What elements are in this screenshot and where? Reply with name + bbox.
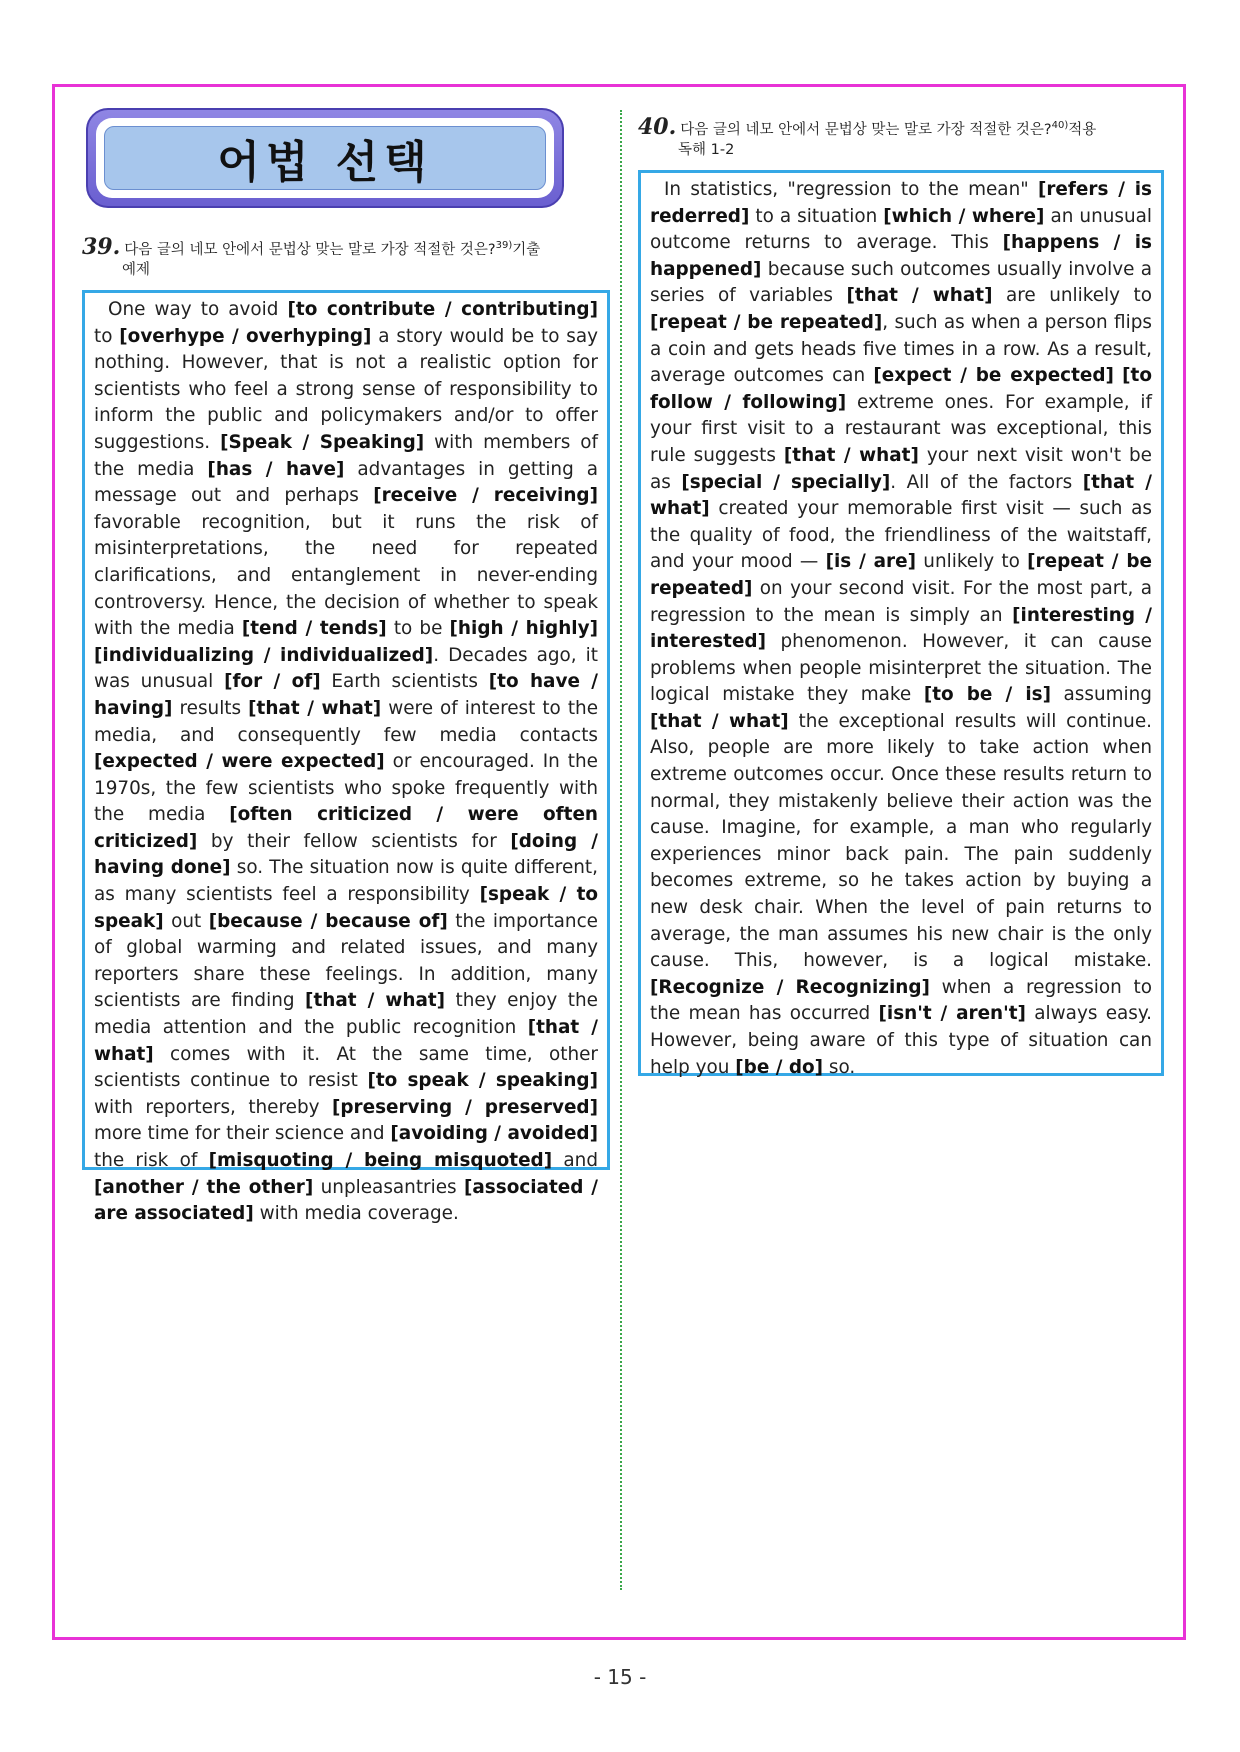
passage-text: phenomenon. However, it can cause problems when people misinterpret the situation. The logical mistake they make	[650, 631, 1152, 706]
grammar-choice: [tend / tends]	[241, 618, 387, 640]
grammar-choice: [isn't / aren't]	[878, 1003, 1026, 1025]
passage-text: they enjoy the media attention and the public recognition	[94, 990, 598, 1039]
passage-text	[1114, 365, 1122, 386]
passage-text: In statistics, "regression to the mean"	[664, 179, 1038, 200]
grammar-choice: [preserving / preserved]	[331, 1096, 598, 1118]
grammar-choice: [that / what]	[650, 710, 789, 732]
passage-text: a story would be to say nothing. However, that is not a realistic option for scientists who feel a strong sense of responsibility to inform the public and policymakers and/or to offer suggestions.	[94, 325, 598, 453]
passage-text: with reporters, thereby	[94, 1096, 332, 1118]
grammar-choice: [speak / to speak]	[94, 884, 599, 932]
passage-text: . All of the factors	[890, 471, 1083, 493]
passage-text: One way to avoid	[108, 299, 288, 320]
grammar-choice: [that / what]	[248, 697, 382, 719]
question-40-source: 적용	[1068, 121, 1097, 138]
passage-text: so.	[823, 1056, 856, 1078]
passage-text: always easy. However, being aware of this type of situation can help you	[650, 1003, 1152, 1078]
question-39-header	[82, 233, 608, 280]
grammar-choice: [associated / are associated]	[94, 1176, 599, 1225]
passage-text: , such as when a person flips a coin and gets heads five times in a row. As a result, average outcomes can	[650, 311, 1152, 387]
grammar-choice: [interesting / interested]	[650, 604, 1153, 653]
question-39-number: 39.	[82, 233, 121, 260]
grammar-choice: [doing / having done]	[94, 830, 598, 879]
grammar-choice: [because / because of]	[208, 910, 448, 932]
passage-text: assuming	[1050, 684, 1152, 706]
question-39-passage	[82, 290, 610, 1225]
section-title: 어법 선택	[217, 137, 433, 188]
passage-text: an unusual outcome returns to average. This	[650, 205, 1152, 254]
grammar-choice: [avoiding / avoided]	[390, 1123, 598, 1145]
question-40-prompt: 다음 글의 네모 안에서 문법상 맞는 말로 가장 적절한 것은?	[680, 121, 1052, 138]
question-40-footnote: 40)	[1051, 120, 1069, 131]
passage-text: extreme ones. For example, if your first visit to a restaurant was exceptional, this rule suggests	[650, 391, 1152, 466]
question-40-passage	[638, 170, 1164, 1076]
grammar-choice: [special / specially]	[681, 471, 891, 493]
grammar-choice: [that / what]	[94, 1017, 598, 1065]
grammar-choice: [that / what]	[783, 444, 919, 466]
passage-text: advantages in getting a message out and perhaps	[94, 458, 598, 507]
grammar-choice: [refers / is rederred]	[650, 179, 1152, 227]
grammar-choice: [for / of]	[224, 671, 321, 693]
grammar-choice: [is / are]	[825, 551, 916, 573]
page-number: - 15 -	[593, 1665, 647, 1689]
grammar-choice: [be / do]	[735, 1056, 824, 1078]
question-39-source: 기출	[512, 241, 541, 258]
passage-text: or encouraged. In the 1970s, the few scientists who spoke frequently with the media	[94, 751, 598, 826]
section-title-badge	[86, 108, 564, 208]
passage-text: on your second visit. For the most part, a regression to the mean is simply an	[650, 577, 1152, 626]
grammar-choice: [high / highly]	[449, 618, 599, 640]
column-divider	[620, 110, 622, 1590]
grammar-choice: [to have / having]	[94, 671, 598, 719]
grammar-choice: [happens / is happened]	[650, 232, 1152, 280]
grammar-choice: [to speak / speaking]	[367, 1070, 599, 1092]
question-40-source-line2: 독해 1-2	[678, 141, 735, 158]
grammar-choice: [to contribute / contributing]	[287, 299, 598, 320]
grammar-choice: [that / what]	[846, 285, 993, 307]
grammar-choice: [expect / be expected]	[873, 365, 1114, 387]
question-40-header	[638, 113, 1164, 160]
grammar-choice: [individualizing / individualized]	[94, 644, 434, 666]
passage-text: the risk of	[94, 1150, 209, 1171]
passage-text: because such outcomes usually involve a series of variables	[650, 258, 1152, 307]
passage-text: created your memorable first visit — such as the quality of food, the friendliness of the waitstaff, and your mood —	[650, 498, 1152, 573]
grammar-choice: [another / the other]	[94, 1176, 314, 1198]
grammar-choice: [repeat / be repeated]	[650, 311, 883, 333]
grammar-choice: [that / what]	[650, 471, 1152, 520]
passage-text: by their fellow scientists for	[197, 830, 511, 852]
grammar-choice: [Speak / Speaking]	[220, 431, 425, 453]
grammar-choice: [to be / is]	[923, 684, 1051, 706]
grammar-choice: [misquoting / being misquoted]	[208, 1150, 553, 1171]
question-39-prompt: 다음 글의 네모 안에서 문법상 맞는 말로 가장 적절한 것은?	[124, 241, 496, 258]
passage-text: favorable recognition, but it runs the risk of misinterpretations, the need for repeated clarifications, and entanglement in never-ending controversy. Hence, the decision of whether to speak with the media	[94, 511, 598, 640]
passage-text: unlikely to	[916, 551, 1028, 573]
passage-text: with media coverage.	[253, 1203, 459, 1225]
grammar-choice: [which / where]	[883, 205, 1045, 227]
passage-text: so. The situation now is quite different, as many scientists feel a responsibility	[94, 857, 598, 906]
passage-text: comes with it. At the same time, other scientists continue to resist	[94, 1043, 598, 1092]
grammar-choice: [overhype / overhyping]	[119, 325, 372, 347]
grammar-choice: [to follow / following]	[650, 365, 1152, 413]
passage-text: when a regression to the mean has occurred	[650, 976, 1152, 1025]
passage-text: Earth scientists	[320, 671, 489, 693]
grammar-choice: [receive / receiving]	[373, 485, 598, 507]
passage-text: results	[172, 697, 249, 719]
passage-text: unpleasantries	[313, 1176, 464, 1198]
passage-text: the importance of global warming and related issues, and many reporters share these feelings. In addition, many scientists are finding	[94, 910, 599, 1012]
passage-text: were of interest to the media, and consequently few media contacts	[94, 697, 599, 746]
grammar-choice: [repeat / be repeated]	[650, 551, 1152, 599]
grammar-choice: [often criticized / were often criticized]	[94, 804, 599, 852]
passage-text: out	[163, 910, 209, 932]
passage-text: your next visit won't be as	[650, 444, 1152, 493]
passage-text: to be	[386, 618, 450, 640]
question-40-number: 40.	[638, 113, 677, 140]
passage-text: more time for their science and	[94, 1123, 391, 1145]
passage-text: to a situation	[749, 205, 884, 227]
grammar-choice: [has / have]	[207, 458, 345, 480]
passage-text: are unlikely to	[992, 285, 1153, 307]
passage-text: and	[552, 1150, 598, 1171]
grammar-choice: [that / what]	[305, 990, 446, 1012]
grammar-choice: [Recognize / Recognizing]	[650, 976, 930, 998]
grammar-choice: [expected / were expected]	[94, 751, 385, 773]
passage-text: . Decades ago, it was unusual	[94, 644, 598, 693]
passage-text: the exceptional results will continue. Also, people are more likely to take action when extreme outcomes occur. Once these results return to normal, they mistakenly believe their action was the cause. Imagine, for example, a man who regularly experiences minor back pain. The pain suddenly becomes extreme, so he takes action by buying a new desk chair. When the level of pain returns to average, the man assumes his new chair is the only cause. This, however, is a logical mistake.	[650, 710, 1152, 972]
passage-text: with members of the media	[94, 431, 598, 480]
question-39-footnote: 39)	[495, 240, 513, 251]
passage-text: to	[94, 325, 120, 347]
question-39-source-line2: 예제	[122, 261, 151, 278]
